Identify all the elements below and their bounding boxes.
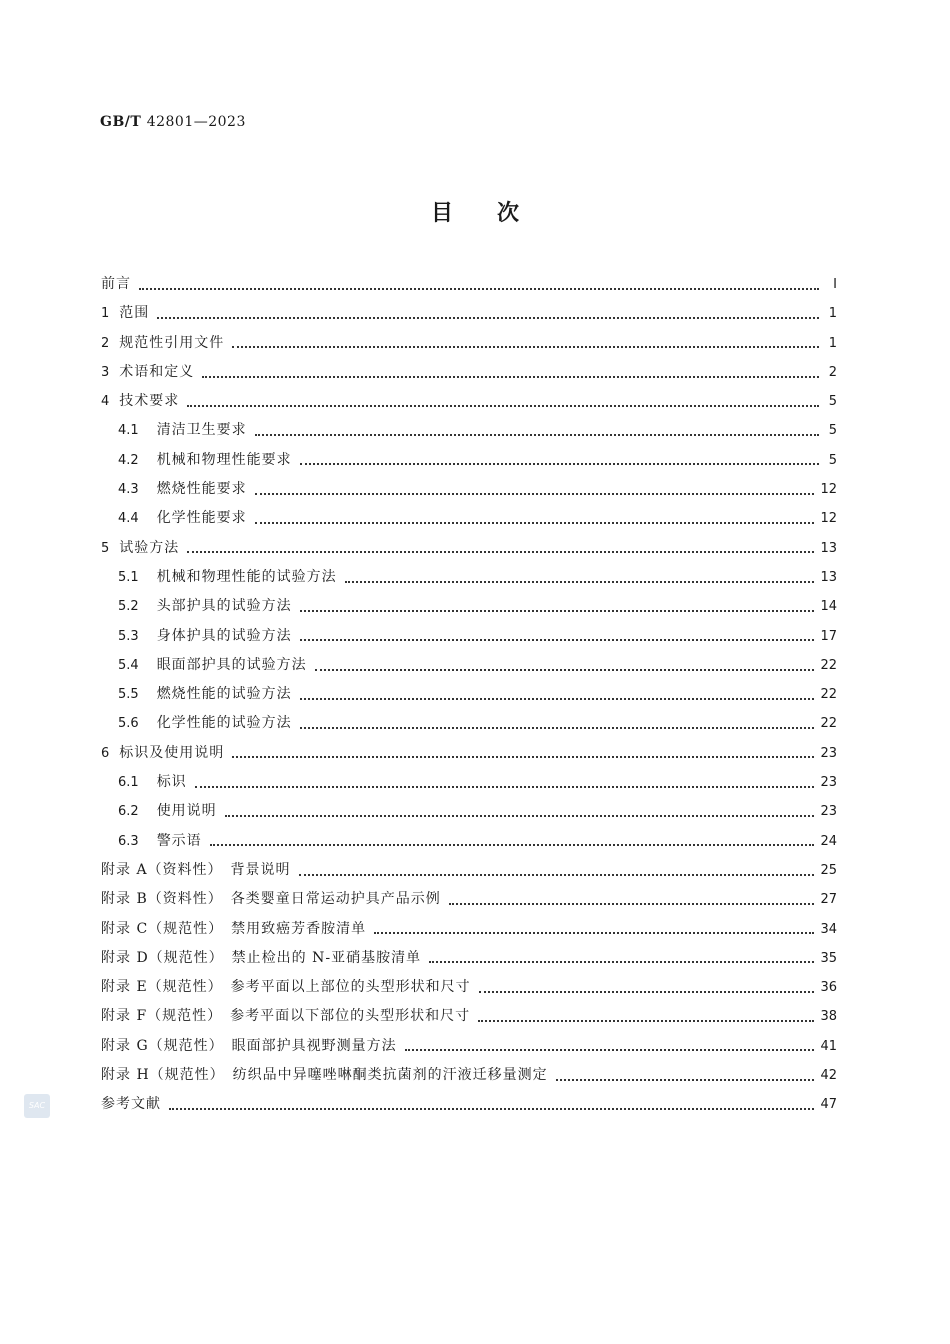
toc-entry-label: 标识及使用说明: [119, 744, 225, 761]
toc-entry-label: 身体护具的试验方法: [156, 627, 292, 644]
toc-entry-label: 燃烧性能的试验方法: [156, 686, 292, 703]
toc-entry-number: 6.1: [118, 775, 139, 791]
toc-entry-number: 6: [101, 745, 110, 761]
toc-entry-number: 2: [101, 335, 110, 351]
toc-entry-page: 14: [820, 599, 837, 615]
dot-leader: [157, 317, 819, 319]
toc-entry-number: 4.4: [118, 511, 139, 527]
toc-entry-page: 13: [820, 569, 837, 585]
dot-leader: [479, 991, 815, 993]
toc-entry-number: 5.3: [118, 628, 139, 644]
dot-leader: [299, 874, 815, 876]
dot-leader: [300, 727, 815, 729]
dot-leader: [139, 288, 819, 290]
dot-leader: [300, 639, 815, 641]
toc-entry[interactable]: [101, 534, 837, 563]
dot-leader: [232, 346, 819, 348]
dot-leader: [374, 932, 814, 934]
toc-entry[interactable]: [101, 944, 837, 973]
dot-leader: [169, 1108, 814, 1110]
toc-entry-page: 22: [820, 716, 837, 732]
toc-entry-page: 5: [828, 394, 837, 410]
toc-entry-page: 38: [820, 1009, 837, 1025]
dot-leader: [187, 551, 814, 553]
dot-leader: [210, 844, 815, 846]
toc-entry-label: 试验方法: [119, 539, 180, 556]
toc-entry-label: 技术要求: [119, 393, 180, 410]
toc-entry-label: 燃烧性能要求: [156, 481, 247, 498]
dot-leader: [300, 610, 815, 612]
toc-entry[interactable]: [101, 768, 837, 797]
toc-entry[interactable]: [101, 358, 837, 387]
toc-entry-number: 4.1: [118, 423, 139, 439]
standard-code: [100, 114, 246, 130]
toc-entry-number: 5.1: [118, 569, 139, 585]
toc-entry-page: 23: [820, 804, 837, 820]
toc-entry[interactable]: [101, 1002, 837, 1031]
dot-leader: [255, 493, 815, 495]
table-of-contents: [101, 270, 837, 1120]
standard-number: 42801—2023: [146, 114, 246, 130]
toc-entry-number: 5.6: [118, 716, 139, 732]
dot-leader: [225, 815, 815, 817]
toc-entry[interactable]: [101, 1061, 837, 1090]
toc-entry-label: 机械和物理性能的试验方法: [156, 568, 337, 585]
dot-leader: [556, 1079, 815, 1081]
toc-entry-label: 清洁卫生要求: [156, 422, 247, 439]
toc-entry-page: 1: [828, 335, 837, 351]
toc-entry-label: 参考文献: [101, 1096, 161, 1113]
toc-title: 目 次: [430, 201, 519, 226]
toc-entry[interactable]: [101, 651, 837, 680]
standard-prefix: GB/T: [100, 114, 142, 130]
toc-entry-label: 范围: [119, 305, 150, 322]
toc-entry-number: 4.2: [118, 452, 139, 468]
toc-entry-page: 17: [820, 628, 837, 644]
toc-entry[interactable]: [101, 446, 837, 475]
toc-entry[interactable]: [101, 856, 837, 885]
toc-entry[interactable]: [101, 387, 837, 416]
toc-entry-number: 4.3: [118, 482, 139, 498]
toc-entry-page: 1: [828, 306, 837, 322]
toc-entry[interactable]: [101, 504, 837, 533]
toc-entry-label: 机械和物理性能要求: [156, 451, 292, 468]
toc-entry-page: 12: [820, 482, 837, 498]
toc-entry-label: 附录 D（规范性） 禁止检出的 N-亚硝基胺清单: [101, 949, 422, 966]
toc-entry[interactable]: [101, 299, 837, 328]
dot-leader: [300, 463, 819, 465]
toc-entry-label: 附录 A（资料性） 背景说明: [101, 861, 291, 878]
toc-entry-label: 附录 B（资料性） 各类婴童日常运动护具产品示例: [101, 891, 441, 908]
dot-leader: [255, 434, 819, 436]
toc-entry-label: 附录 E（规范性） 参考平面以上部位的头型形状和尺寸: [101, 979, 471, 996]
toc-entry-label: 化学性能的试验方法: [156, 715, 292, 732]
dot-leader: [345, 581, 815, 583]
toc-entry-page: 47: [820, 1097, 837, 1113]
toc-entry-label: 附录 H（规范性） 纺织品中异噻唑啉酮类抗菌剂的汗液迁移量测定: [101, 1067, 548, 1084]
toc-entry-number: 6.2: [118, 804, 139, 820]
toc-entry-number: 1: [101, 306, 110, 322]
dot-leader: [315, 669, 815, 671]
toc-entry-page: 27: [820, 892, 837, 908]
toc-entry-page: 12: [820, 511, 837, 527]
dot-leader: [202, 376, 819, 378]
toc-entry[interactable]: [101, 622, 837, 651]
toc-entry[interactable]: [101, 885, 837, 914]
toc-entry[interactable]: [101, 680, 837, 709]
toc-entry-page: 23: [820, 745, 837, 761]
toc-entry[interactable]: [101, 709, 837, 738]
dot-leader: [187, 405, 819, 407]
sac-watermark-logo: SAC: [24, 1094, 50, 1118]
toc-entry-label: 使用说明: [156, 803, 217, 820]
toc-entry-number: 6.3: [118, 833, 139, 849]
toc-entry-label: 头部护具的试验方法: [156, 598, 292, 615]
toc-entry-page: 13: [820, 540, 837, 556]
toc-entry-number: 3: [101, 364, 110, 380]
toc-entry-page: 42: [820, 1068, 837, 1084]
toc-entry-page: 34: [820, 921, 837, 937]
toc-entry-label: 眼面部护具的试验方法: [156, 656, 307, 673]
toc-entry-label: 术语和定义: [119, 363, 195, 380]
toc-entry-page: 25: [820, 862, 837, 878]
toc-entry-number: 5.2: [118, 599, 139, 615]
toc-entry-page: 23: [820, 775, 837, 791]
toc-entry-page: 24: [820, 833, 837, 849]
toc-entry-number: 5.5: [118, 687, 139, 703]
toc-entry-number: 5.4: [118, 657, 139, 673]
toc-entry-page: 36: [820, 980, 837, 996]
toc-entry[interactable]: [101, 973, 837, 1002]
toc-entry-number: 5: [101, 540, 110, 556]
dot-leader: [429, 961, 814, 963]
toc-entry[interactable]: [101, 1090, 837, 1119]
dot-leader: [255, 522, 815, 524]
dot-leader: [405, 1049, 815, 1051]
toc-entry-page: 35: [820, 950, 837, 966]
toc-entry[interactable]: [101, 739, 837, 768]
toc-entry-page: 22: [820, 657, 837, 673]
dot-leader: [195, 786, 815, 788]
toc-entry-page: 22: [820, 687, 837, 703]
dot-leader: [232, 756, 814, 758]
toc-entry-label: 前言: [101, 276, 131, 292]
toc-entry[interactable]: [101, 797, 837, 826]
toc-entry-label: 附录 F（规范性） 参考平面以下部位的头型形状和尺寸: [101, 1008, 471, 1025]
toc-entry-page: 5: [828, 452, 837, 468]
toc-entry[interactable]: [101, 827, 837, 856]
toc-entry[interactable]: [101, 592, 837, 621]
toc-entry-label: 标识: [156, 774, 187, 791]
dot-leader: [478, 1020, 814, 1022]
dot-leader: [300, 698, 815, 700]
toc-entry[interactable]: [101, 1032, 837, 1061]
toc-entry-label: 附录 C（规范性） 禁用致癌芳香胺清单: [101, 920, 367, 937]
toc-entry[interactable]: [101, 563, 837, 592]
toc-entry-number: 4: [101, 394, 110, 410]
toc-entry-page: 41: [820, 1038, 837, 1054]
toc-entry[interactable]: [101, 329, 837, 358]
toc-entry-label: 警示语: [156, 832, 202, 849]
toc-entry[interactable]: [101, 915, 837, 944]
toc-entry-page: Ⅰ: [833, 277, 837, 292]
dot-leader: [449, 903, 815, 905]
toc-entry[interactable]: [101, 270, 837, 299]
toc-entry-label: 化学性能要求: [156, 510, 247, 527]
toc-entry-label: 规范性引用文件: [119, 334, 225, 351]
toc-entry-page: 2: [828, 364, 837, 380]
toc-entry[interactable]: [101, 416, 837, 445]
toc-entry[interactable]: [101, 475, 837, 504]
toc-entry-page: 5: [828, 423, 837, 439]
toc-entry-label: 附录 G（规范性） 眼面部护具视野测量方法: [101, 1037, 397, 1054]
